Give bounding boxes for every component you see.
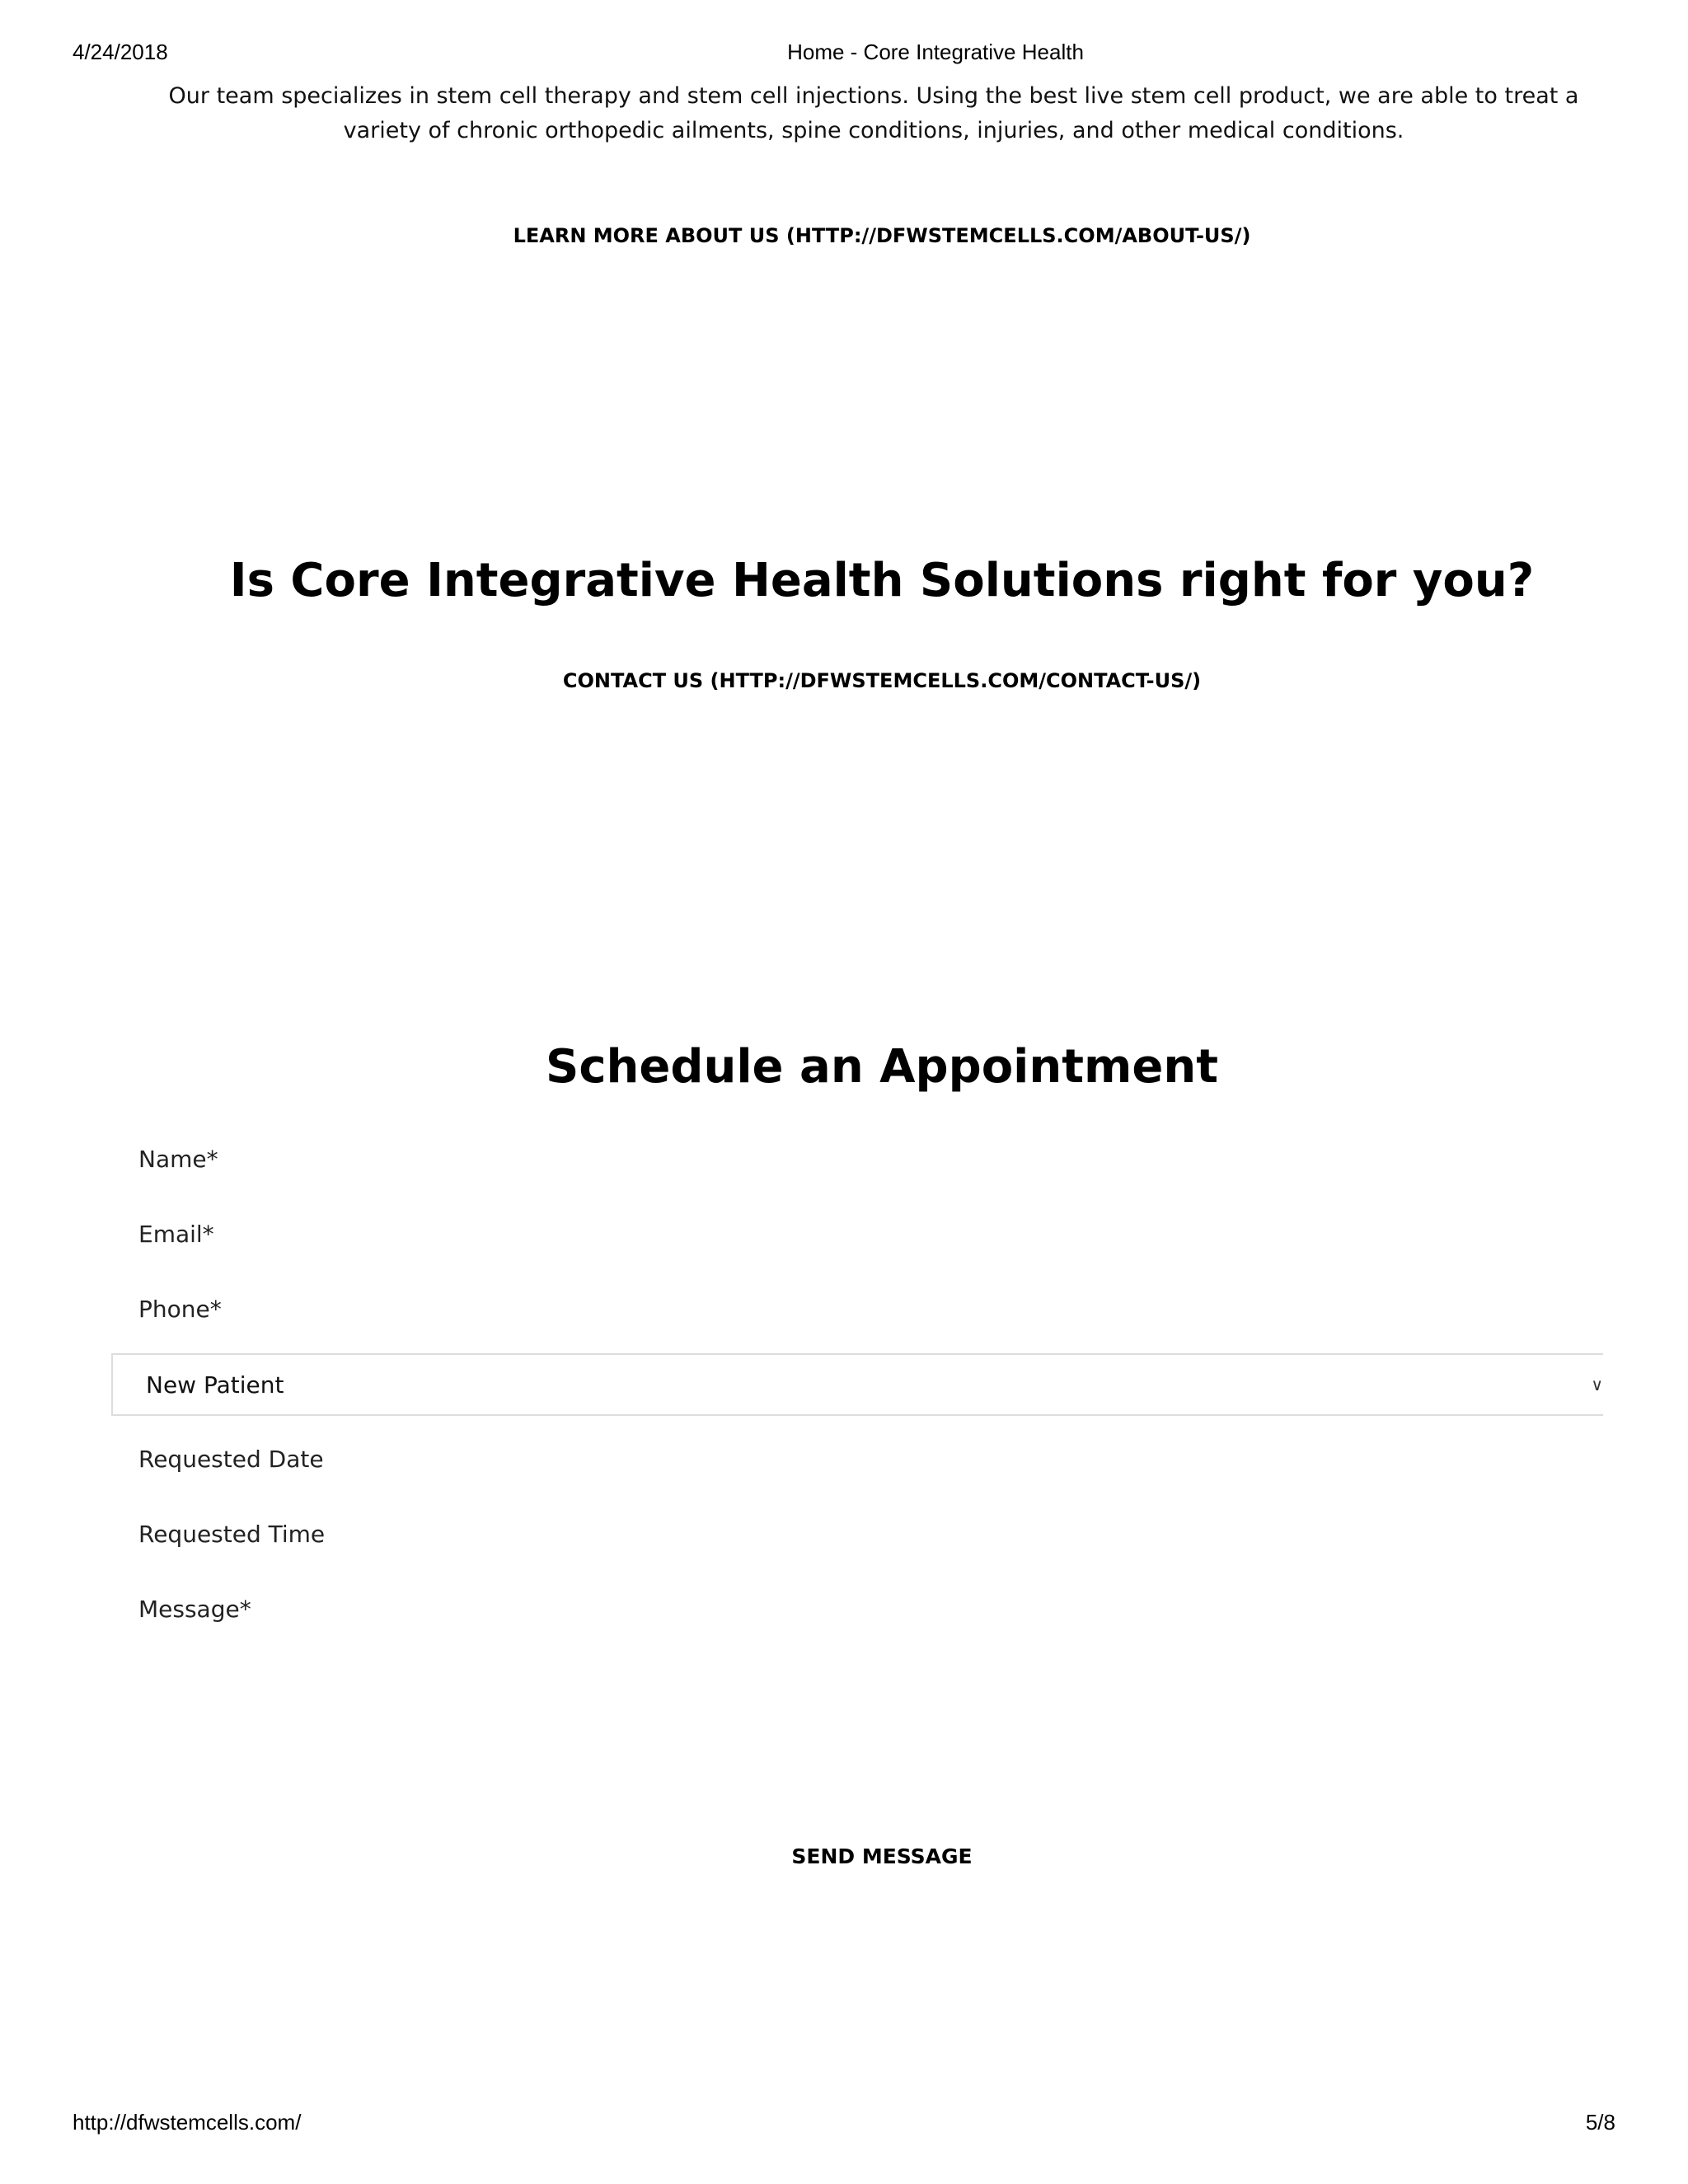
print-page-title: Home - Core Integrative Health [787, 40, 1084, 64]
send-message-button[interactable]: SEND MESSAGE [0, 1844, 1688, 1868]
patient-type-select[interactable] [111, 1353, 1603, 1416]
requested-date-field[interactable]: Requested Date [138, 1446, 324, 1473]
chevron-down-icon: ∨ [1591, 1375, 1603, 1394]
print-page-number: 5/8 [1585, 2110, 1615, 2135]
intro-paragraph: Our team specializes in stem cell therapy and stem cell injections. Using the best live stem cell product, we are able to treat a variety of chronic orthopedic ailments, spine conditions, injuries, and other medical conditions. [168, 83, 1579, 143]
print-footer [0, 2110, 1688, 2139]
schedule-heading: Schedule an Appointment [546, 1040, 1218, 1094]
print-header [0, 40, 1688, 69]
message-field[interactable]: Message* [138, 1596, 251, 1623]
print-date: 4/24/2018 [73, 40, 168, 64]
learn-more-link[interactable]: LEARN MORE ABOUT US (HTTP://DFWSTEMCELLS.COM/ABOUT-US/) [513, 224, 1251, 247]
print-url: http://dfwstemcells.com/ [73, 2110, 302, 2135]
requested-time-field[interactable]: Requested Time [138, 1521, 326, 1548]
name-field[interactable]: Name* [138, 1146, 218, 1173]
contact-us-link[interactable]: CONTACT US (HTTP://DFWSTEMCELLS.COM/CONTACT-US/) [562, 669, 1202, 692]
phone-field[interactable]: Phone* [138, 1296, 222, 1323]
email-field[interactable]: Email* [138, 1221, 214, 1248]
patient-type-selected-value: New Patient [146, 1371, 284, 1399]
fit-heading: Is Core Integrative Health Solutions right for you? [229, 554, 1535, 607]
